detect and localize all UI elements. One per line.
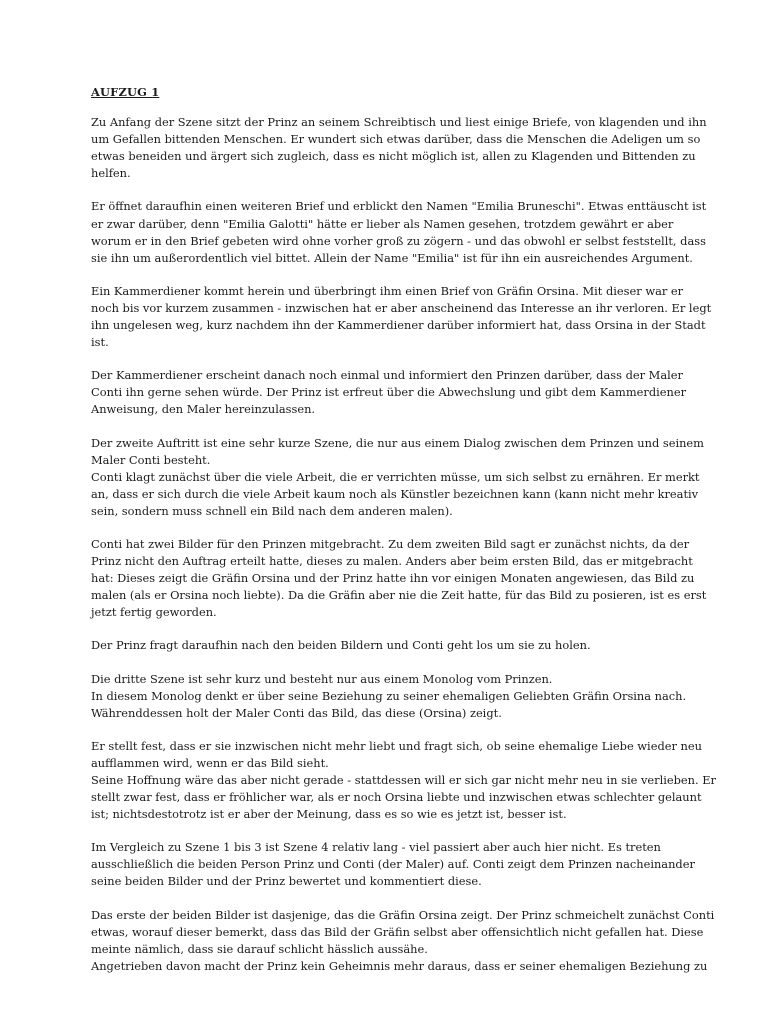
text-line: Conti hat zwei Bilder für den Prinzen mitgebracht. Zu dem zweiten Bild sagt er zunächst nichts, da der xyxy=(91,536,690,551)
text-line: sein, sondern muss schnell ein Bild nach dem anderen malen). xyxy=(91,503,453,518)
paragraph-list xyxy=(91,114,716,975)
text-line: Der Kammerdiener erscheint danach noch einmal und informiert den Prinzen darüber, dass der Maler xyxy=(91,368,683,383)
text-line: Er öffnet daraufhin einen weiteren Brief und erblickt den Namen "Emilia Bruneschi". Etwas enttäuscht ist xyxy=(91,199,707,214)
text-line: ist; nichtsdestotrotz ist er aber der Meinung, dass es so wie es jetzt ist, besser ist. xyxy=(91,807,567,822)
paragraph xyxy=(91,435,704,520)
text-line: aufflammen wird, wenn er das Bild sieht. xyxy=(91,755,329,770)
text-line: Ein Kammerdiener kommt herein und überbringt ihm einen Brief von Gräfin Orsina. Mit dieser war er xyxy=(91,283,684,298)
text-line: ausschließlich die beiden Person Prinz und Conti (der Maler) auf. Conti zeigt dem Prinzen nacheinander xyxy=(91,857,695,872)
text-line: an, dass er sich durch die viele Arbeit kaum noch als Künstler bezeichnen kann (kann nicht mehr kreativ xyxy=(91,486,699,501)
text-line: Zu Anfang der Szene sitzt der Prinz an seinem Schreibtisch und liest einige Briefe, von klagenden und ihn xyxy=(91,115,707,130)
text-line: Der zweite Auftritt ist eine sehr kurze Szene, die nur aus einem Dialog zwischen dem Prinzen und seinem xyxy=(91,435,704,450)
paragraph xyxy=(91,536,707,621)
paragraph xyxy=(91,367,687,418)
paragraph xyxy=(91,671,687,722)
text-line: Er stellt fest, dass er sie inzwischen nicht mehr liebt und fragt sich, ob seine ehemalige Liebe wieder neu xyxy=(91,738,702,753)
text-line: noch bis vor kurzem zusammen - inzwischen hat er aber anscheinend das Interesse an ihr verloren. Er legt xyxy=(91,300,712,315)
paragraph xyxy=(91,907,715,975)
text-line: stellt zwar fest, dass er fröhlicher war, als er noch Orsina liebte und inzwischen etwas schlechter gelaunt xyxy=(91,790,702,805)
paragraph xyxy=(91,637,677,654)
text-line: hat: Dieses zeigt die Gräfin Orsina und der Prinz hatte ihn vor einigen Monaten angewiesen, das Bild zu xyxy=(91,571,695,586)
text-line: ihn ungelesen weg, kurz nachdem ihn der Kammerdiener darüber informiert hat, dass Orsina in der Stadt xyxy=(91,318,706,333)
text-line: etwas beneiden und ärgert sich zugleich, dass es nicht möglich ist, allen zu Klagenden und Bittenden zu xyxy=(91,149,696,164)
text-line: Maler Conti besteht. xyxy=(91,452,211,467)
text-line: Das erste der beiden Bilder ist dasjenige, das die Gräfin Orsina zeigt. Der Prinz schmeichelt zunächst Conti xyxy=(91,907,715,922)
text-line: Die dritte Szene ist sehr kurz und besteht nur aus einem Monolog vom Prinzen. xyxy=(91,671,553,686)
text-line: Prinz nicht den Auftrag erteilt hatte, dieses zu malen. Anders aber beim ersten Bild, das er mitgebracht xyxy=(91,554,693,569)
section-heading: AUFZUG 1 xyxy=(91,85,160,99)
paragraph xyxy=(91,839,695,890)
text-line: um Gefallen bittenden Menschen. Er wundert sich etwas darüber, dass die Menschen die Adeligen um so xyxy=(91,132,701,147)
text-line: er zwar darüber, denn "Emilia Galotti" hätte er lieber als Namen gesehen, trotzdem gewährt er aber xyxy=(91,216,674,231)
text-line: helfen. xyxy=(91,166,131,181)
text-line: Angetrieben davon macht der Prinz kein Geheimnis mehr daraus, dass er seiner ehemaligen Beziehung zu xyxy=(91,958,708,973)
text-line: malen (als er Orsina noch liebte). Da die Gräfin aber nie die Zeit hatte, für das Bild zu posieren, ist es erst xyxy=(91,588,707,603)
paragraph xyxy=(91,283,712,351)
text-line: meinte nämlich, dass sie darauf schlicht hässlich aussähe. xyxy=(91,941,428,956)
paragraph xyxy=(91,738,716,823)
document-body xyxy=(91,84,716,991)
text-line: Conti klagt zunächst über die viele Arbeit, die er verrichten müsse, um sich selbst zu ernähren. Er merkt xyxy=(91,469,700,484)
text-line: Der Prinz fragt daraufhin nach den beiden Bildern und Conti geht los um sie zu holen. xyxy=(91,638,591,653)
text-line: etwas, worauf dieser bemerkt, dass das Bild der Gräfin selbst aber offensichtlich nicht gefallen hat. Diese xyxy=(91,924,704,939)
text-line: ist. xyxy=(91,335,109,350)
text-line: worum er in den Brief gebeten wird ohne vorher groß zu zögern - und das obwohl er selbst feststellt, dass xyxy=(91,233,706,248)
text-line: In diesem Monolog denkt er über seine Beziehung zu seiner ehemaligen Geliebten Gräfin Orsina nach. xyxy=(91,688,687,703)
text-line: Anweisung, den Maler hereinzulassen. xyxy=(91,402,316,417)
paragraph xyxy=(91,198,707,266)
text-line: Währenddessen holt der Maler Conti das Bild, das diese (Orsina) zeigt. xyxy=(91,705,502,720)
text-line: jetzt fertig geworden. xyxy=(91,605,217,620)
text-line: seine beiden Bilder und der Prinz bewertet und kommentiert diese. xyxy=(91,874,482,889)
paragraph xyxy=(91,114,707,182)
text-line: sie ihn um außerordentlich viel bittet. Allein der Name "Emilia" ist für ihn ein ausreichendes Argument. xyxy=(91,250,693,265)
text-line: Seine Hoffnung wäre das aber nicht gerade - stattdessen will er sich gar nicht mehr neu in sie verlieben. Er xyxy=(91,773,716,787)
text-line: Conti ihn gerne sehen würde. Der Prinz ist erfreut über die Abwechslung und gibt dem Kammerdiener xyxy=(91,385,687,400)
text-line: Im Vergleich zu Szene 1 bis 3 ist Szene 4 relativ lang - viel passiert aber auch hier nicht. Es treten xyxy=(91,840,661,855)
